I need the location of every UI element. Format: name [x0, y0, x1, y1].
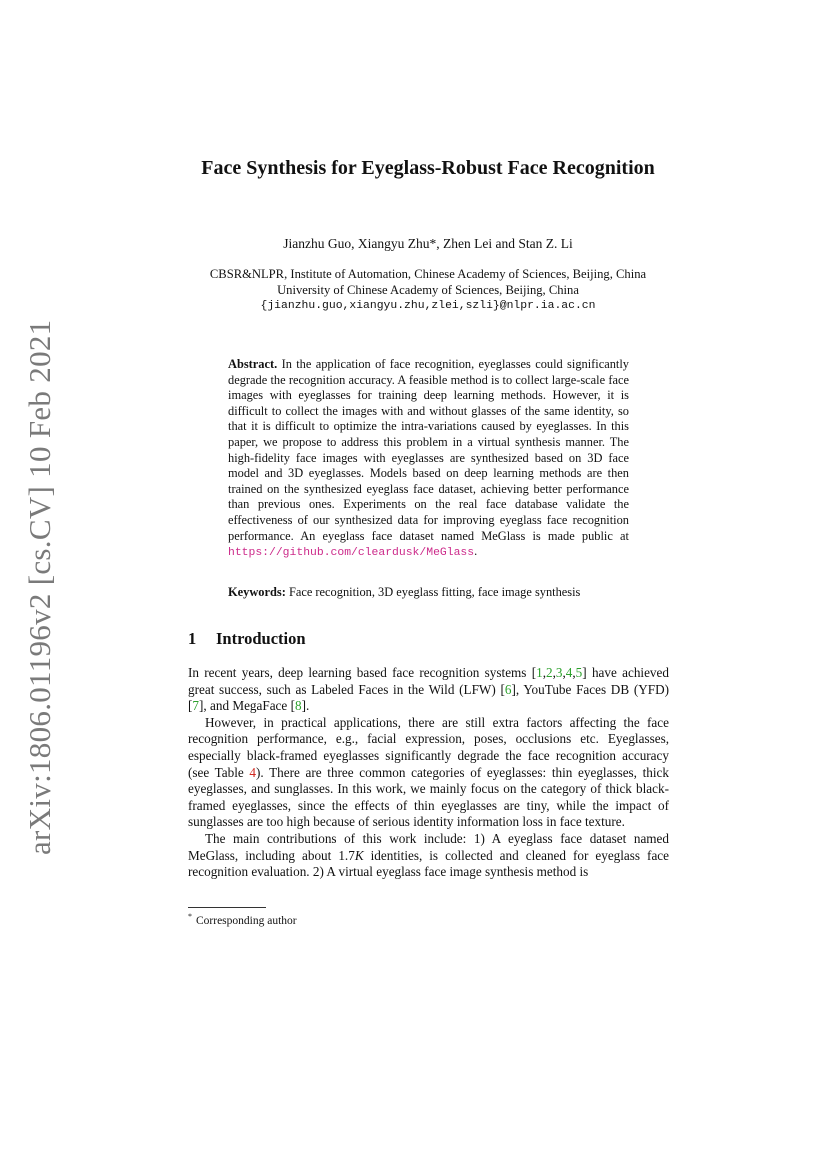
citation-link[interactable]: 5: [575, 665, 583, 680]
author-emails: {jianzhu.guo,xiangyu.zhu,zlei,szli}@nlpr.ia.ac.cn: [260, 300, 596, 312]
footnote-text: Corresponding author: [196, 914, 297, 927]
citation-link[interactable]: 2: [546, 665, 553, 680]
table-link[interactable]: 4: [249, 764, 257, 780]
abstract-label: Abstract.: [228, 357, 278, 371]
author-list: Jianzhu Guo, Xiangyu Zhu*, Zhen Lei and Stan Z. Li: [283, 236, 573, 251]
citation-link[interactable]: 7: [192, 698, 199, 714]
paragraph: The main contributions of this work include: 1) A eyeglass face dataset named MeGlass, including about 1.7K identities, is collected and cleaned for eyeglass face recognition evaluation. 2) A virtual eyeglass face image synthesis method is: [188, 830, 670, 880]
citation-link[interactable]: 1: [536, 665, 543, 680]
keywords-label: Keywords:: [228, 585, 286, 599]
section-heading: [188, 629, 306, 649]
footnote: [188, 912, 297, 927]
abstract-text: In the application of face recognition, eyeglasses could significantly degrade the recognition accuracy. A feasible method is to collect large-scale face images with eyeglasses for training deep learning methods. However, it is difficult to collect the images with and without glasses of the same identity, so that it is difficult to optimize the intra-variations caused by eyeglasses. In this paper, we propose to address this problem in a virtual synthesis manner. The high-fidelity face images with eyeglasses are synthesized based on 3D face model and 3D eyeglasses. Models based on deep learning methods are then trained on the synthesized eyeglass face dataset, achieving better performance than previous ones. Experiments on the real face database validate the effectiveness of our synthesized data for improving eyeglass face recognition performance. An eyeglass face dataset named MeGlass is made public at: [228, 357, 629, 543]
citation-link[interactable]: 3: [555, 665, 563, 680]
section-number: 1: [188, 629, 197, 648]
keywords-text: Face recognition, 3D eyeglass fitting, face image synthesis: [288, 585, 581, 599]
footnote-mark: *: [188, 912, 192, 921]
intro-body: [188, 665, 669, 881]
section-title: Introduction: [216, 629, 306, 648]
paragraph: However, in practical applications, there are still extra factors affecting the face recognition performance, e.g., facial expression, poses, occlusions etc. Eyeglasses, especially black-framed eyeglasses significantly degrade the face recognition accuracy (see Table 4). There are three common categories of eyeglasses: thin eyeglasses, thick eyeglasses, and sunglasses. In this work, we mainly focus on the category of thick black-framed eyeglasses, since the effects of thin eyeglasses are tiny, while the impact of sunglasses are too high because of serious identity information loss in face texture.: [188, 714, 670, 830]
citation-link[interactable]: 8: [294, 698, 302, 714]
abstract: Abstract. In the application of face recognition, eyeglasses could significantly degrade the recognition accuracy. A feasible method is to collect large-scale face images with eyeglasses for training deep learning methods. However, it is difficult to collect the images with and without glasses of the same identity, so that it is difficult to optimize the intra-variations caused by eyeglasses. In this paper, we propose to address this problem in a virtual synthesis manner. The high-fidelity face images with eyeglasses are synthesized based on 3D face model and 3D eyeglasses. Models based on deep learning methods are then trained on the synthesized eyeglass face dataset, achieving better performance than previous ones. Experiments on the real face database validate the effectiveness of our synthesized data for improving eyeglass face recognition performance. An eyeglass face dataset named MeGlass is made public at https://github.com/cleardusk/MeGlass.: [228, 357, 629, 560]
affiliation-1: CBSR&NLPR, Institute of Automation, Chinese Academy of Sciences, Beijing, China: [209, 267, 647, 281]
affiliations: [170, 266, 686, 314]
footnote-rule: [188, 907, 266, 908]
dataset-link[interactable]: https://github.com/cleardusk/MeGlass: [228, 547, 475, 560]
citation-link[interactable]: 6: [504, 681, 512, 697]
paragraph: In recent years, deep learning based face recognition systems [1,2,3,4,5] have achieved great success, such as Labeled Faces in the Wild (LFW) [6], YouTube Faces DB (YFD) [7], and MegaFace [8].: [188, 665, 669, 714]
arxiv-identifier: arXiv:1806.01196v2 [cs.CV] 10 Feb 2021: [22, 319, 57, 855]
keywords: [228, 585, 629, 600]
paper-title: Face Synthesis for Eyeglass-Robust Face Recognition: [201, 157, 655, 179]
citation-link[interactable]: 4: [565, 665, 573, 680]
affiliation-2: University of Chinese Academy of Sciences, Beijing, China: [277, 283, 579, 297]
